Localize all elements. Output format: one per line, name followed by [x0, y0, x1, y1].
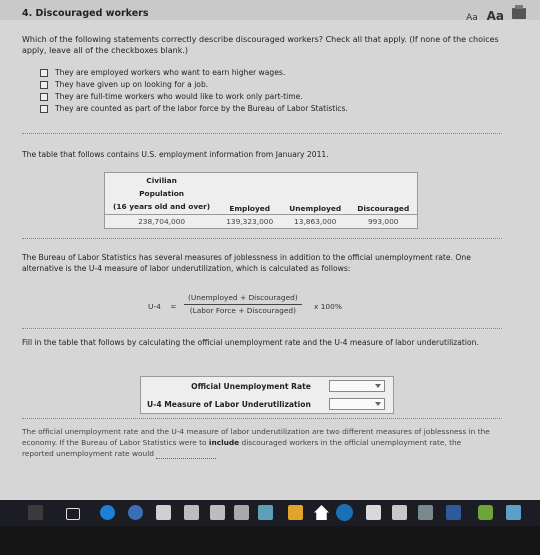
checkbox-label: They are counted as part of the labor force by the Bureau of Labor Statistics.	[55, 104, 348, 113]
section-divider	[22, 418, 502, 419]
table-intro: The table that follows contains U.S. employment information from January 2011.	[22, 150, 329, 159]
store-icon[interactable]	[156, 505, 171, 520]
formula-denominator: (Labor Force + Discouraged)	[189, 306, 296, 315]
search-icon[interactable]	[28, 505, 43, 520]
table-cell: 238,704,000	[138, 217, 186, 226]
unemployment-rate-dropdown[interactable]	[329, 380, 385, 392]
mail-icon[interactable]	[446, 505, 461, 520]
text-size-small-button[interactable]: Aa	[466, 13, 478, 23]
section-divider	[22, 328, 502, 329]
answer-table	[140, 376, 394, 414]
formula-numerator: (Unemployed + Discouraged)	[184, 292, 302, 305]
app-icon[interactable]	[234, 505, 249, 520]
checkbox[interactable]	[40, 93, 48, 101]
checkbox-option[interactable]	[40, 79, 348, 90]
app-icon[interactable]	[366, 505, 381, 520]
column-header-employed: Employed	[218, 173, 281, 215]
file-explorer-icon[interactable]	[128, 505, 143, 520]
app-icon[interactable]	[506, 505, 521, 520]
monitor-bezel	[0, 526, 540, 555]
checkbox[interactable]	[40, 81, 48, 89]
checkbox-option[interactable]	[40, 103, 348, 114]
text-size-large-button[interactable]: Aa	[486, 9, 504, 23]
windows-taskbar	[0, 500, 540, 526]
checkbox-label: They are full-time workers who would like to work only part-time.	[55, 92, 303, 101]
answer-row	[141, 377, 394, 396]
section-divider	[22, 238, 502, 239]
fill-instructions: Fill in the table that follows by calculating the official unemployment rate and the U-4 measure of labor underutilization.	[22, 338, 479, 347]
table-cell: 139,323,000	[226, 217, 274, 226]
question-prompt: Which of the following statements correctly describe discouraged workers? Check all that apply. (If none of the choices apply, leave all of the checkboxes blank.)	[22, 35, 499, 55]
formula-multiplier: x 100%	[314, 302, 342, 311]
checkbox-option[interactable]	[40, 67, 348, 78]
checkbox-list	[40, 67, 348, 115]
checkbox-label: They are employed workers who want to earn higher wages.	[55, 68, 286, 77]
section-divider	[22, 133, 502, 134]
print-icon[interactable]	[512, 8, 526, 19]
app-icon[interactable]	[418, 505, 433, 520]
app-icon[interactable]	[478, 505, 493, 520]
hp-icon[interactable]	[336, 504, 353, 521]
table-cell: 13,863,000	[294, 217, 337, 226]
employment-table	[104, 172, 418, 229]
task-view-icon[interactable]	[66, 508, 80, 520]
u4-description: The Bureau of Labor Statistics has several measures of joblessness in addition to the official unemployment rate. One alternative is the U-4 measure of labor underutilization, which is calculated as follows:	[22, 253, 471, 273]
home-icon[interactable]	[314, 505, 329, 520]
u4-measure-dropdown[interactable]	[329, 398, 385, 410]
app-icon[interactable]	[288, 505, 303, 520]
amazon-icon[interactable]	[392, 505, 407, 520]
checkbox[interactable]	[40, 105, 48, 113]
answer-row	[141, 395, 394, 414]
checkbox-option[interactable]	[40, 91, 348, 102]
answer-label: Official Unemployment Rate	[191, 381, 311, 391]
checkbox[interactable]	[40, 69, 48, 77]
answer-dropdown[interactable]	[156, 450, 216, 459]
table-row	[105, 215, 418, 229]
column-header-population: Civilian Population (16 years old and over)	[105, 173, 219, 215]
app-icon[interactable]	[258, 505, 273, 520]
table-header-row	[105, 173, 418, 215]
column-header-discouraged: Discouraged	[349, 173, 418, 215]
checkbox-label: They have given up on looking for a job.	[55, 80, 209, 89]
formula-lhs: U-4 =	[148, 302, 177, 311]
question-title: 4. Discouraged workers	[22, 8, 149, 19]
app-icon[interactable]	[210, 505, 225, 520]
app-icon[interactable]	[184, 505, 199, 520]
table-cell: 993,000	[367, 217, 399, 226]
answer-label: U-4 Measure of Labor Underutilization	[147, 399, 311, 409]
edge-browser-icon[interactable]	[100, 505, 115, 520]
column-header-unemployed: Unemployed	[281, 173, 349, 215]
text-size-controls	[466, 9, 504, 23]
followup-question: The official unemployment rate and the U-4 measure of labor underutilization are two different measures of joblessness in the economy. If the Bureau of Labor Statistics were to include discouraged workers in the official unemployment rate, the reported unemployment rate would	[22, 427, 490, 458]
formula-fraction	[184, 292, 302, 317]
